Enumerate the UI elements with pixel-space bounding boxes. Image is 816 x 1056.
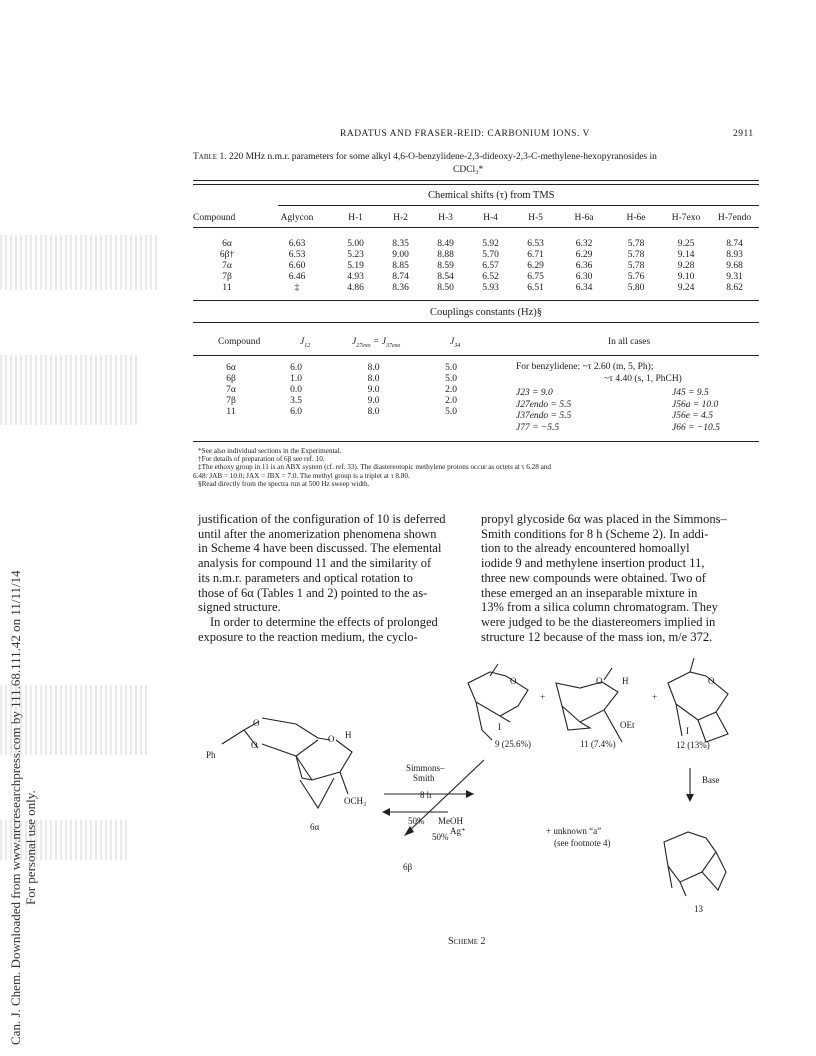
- table-cell: 6.46: [288, 271, 306, 282]
- table-cell: 1.0: [290, 373, 302, 384]
- body-line: structure 12 because of the mass ion, m/e 372.: [481, 629, 713, 644]
- table-cell: 5.0: [445, 362, 457, 373]
- table-cell: 6.29: [527, 260, 544, 271]
- table-caption-cont: CDCl₃*: [453, 165, 484, 175]
- running-title: RADATUS AND FRASER-REID: CARBONIUM IONS. V: [340, 129, 590, 139]
- label-base: Base: [702, 775, 720, 785]
- footnote: *See also individual sections in the Experimental.: [198, 447, 342, 455]
- table-cell: 9.31: [726, 271, 743, 282]
- body-line: analysis for compound 11 and the similarity of: [198, 556, 432, 571]
- body-line: iodide 9 and methylene insertion product 11,: [481, 556, 705, 571]
- footnote: ‡The ethoxy group in 11 is an ABX system (cf. ref. 33). The diastereotopic methylene protons occur as octets at τ 6.28 and: [198, 463, 551, 472]
- table-cell: 0.0: [290, 384, 302, 395]
- coupling-header: $J_{34}$: [450, 337, 461, 349]
- label-time: 8 h: [420, 790, 432, 800]
- table-cell: 6.75: [527, 271, 544, 282]
- table-cell: 6α: [222, 238, 232, 249]
- header-cell: H-1: [348, 213, 363, 223]
- label-och3: OCH₃: [344, 796, 367, 806]
- coupling-constant: J37endo = 5.5: [516, 411, 572, 421]
- label-o: O: [708, 676, 715, 686]
- arrowhead: [686, 794, 694, 802]
- body-line: in Scheme 4 have been discussed. The elemental: [198, 541, 442, 556]
- coupling-constant: J23 = 9.0: [516, 388, 553, 398]
- download-notice-line1: Can. J. Chem. Downloaded from www.nrcresearchpress.com by 111.68.111.42 on 11/11/14: [8, 570, 23, 1045]
- label-footnote4: (see footnote 4): [554, 838, 611, 848]
- table-cell: 6β: [226, 373, 236, 384]
- label-compound-13: 13: [694, 904, 703, 914]
- body-line: justification of the configuration of 10 is deferred: [198, 512, 446, 526]
- label-o: O: [253, 718, 260, 728]
- header-cell: H-6e: [626, 213, 646, 223]
- header-cell: H-2: [393, 213, 408, 223]
- table-cell: 5.23: [347, 249, 364, 260]
- table-cell: 8.0: [367, 362, 380, 373]
- footnote: †For details of preparation of 6β see ref. 10.: [198, 455, 325, 464]
- label-ag: Ag⁺: [450, 826, 466, 836]
- label-h: H: [622, 676, 629, 686]
- label-compound-6a: 6α: [310, 822, 320, 832]
- table-cell: 7α: [222, 260, 232, 271]
- arrowhead: [382, 808, 390, 816]
- label-o: O: [328, 734, 335, 744]
- table-cell: 4.86: [347, 282, 364, 293]
- header-cell: Aglycon: [280, 213, 314, 223]
- scheme-title: Scheme 2: [448, 936, 486, 947]
- table-cell: 8.49: [437, 238, 454, 249]
- table-caption-text: 220 MHz n.m.r. parameters for some alkyl 4,6-O-benzylidene-2,3-dideoxy-2,3-C-methylene-hexopyranosides in: [228, 152, 657, 162]
- arrowhead: [466, 790, 474, 798]
- header-cell: H-4: [483, 213, 498, 223]
- table-cell: 5.78: [627, 249, 645, 260]
- table-cell: 8.0: [367, 406, 380, 417]
- body-line: In order to determine the effects of prolonged: [210, 614, 438, 629]
- body-line: three new compounds were obtained. Two of: [481, 570, 706, 585]
- body-line: propyl glycoside 6α was placed in the Simmons–: [481, 512, 727, 526]
- table-cell: 9.0: [367, 395, 380, 406]
- header-cell: Compound: [193, 213, 236, 223]
- table-cell: 8.62: [726, 282, 743, 293]
- page-number: 2911: [733, 129, 754, 139]
- table-cell: 8.85: [392, 260, 409, 271]
- table-cell: 5.00: [347, 238, 364, 249]
- footnote: §Read directly from the spectra run at 500 Hz sweep width.: [198, 479, 370, 488]
- label-oet: OEt: [620, 720, 635, 730]
- table-cell: 5.93: [482, 282, 499, 293]
- structure-12: [668, 658, 728, 742]
- table-cell: 6.34: [575, 282, 593, 293]
- table-cell: 8.88: [437, 249, 454, 260]
- header-cell: H-5: [528, 213, 543, 223]
- coupling-header: $J_{12}$: [300, 337, 311, 349]
- table-cell: 9.24: [677, 282, 695, 293]
- table-cell: 6.29: [575, 249, 593, 260]
- label-o: O: [251, 740, 258, 750]
- body-line: until after the anomerization phenomena shown: [198, 526, 437, 541]
- table-cell: 6.53: [527, 238, 544, 249]
- table-cell: 4.93: [347, 271, 364, 282]
- table-cell: 7α: [226, 384, 236, 395]
- table-cell: 6.51: [527, 282, 544, 293]
- table-cell: 6.60: [288, 260, 306, 271]
- table-cell: 9.00: [392, 249, 409, 260]
- structure-11: [556, 668, 622, 742]
- table-cell: 6.71: [527, 249, 544, 260]
- label-h: H: [345, 730, 352, 740]
- label-50pct: 50%: [408, 816, 425, 826]
- coupling-constant: J45 = 9.5: [672, 388, 709, 398]
- body-line: tion to the already encountered homoallyl: [481, 541, 690, 556]
- coupling-constant: J77 = −5.5: [516, 422, 560, 433]
- label-plus: +: [540, 692, 546, 702]
- table-cell: 3.5: [290, 395, 302, 406]
- body-line: signed structure.: [198, 600, 281, 615]
- table-cell: 8.59: [437, 260, 454, 271]
- table-cell: 6.52: [482, 271, 499, 282]
- shifts-title: Chemical shifts (τ) from TMS: [428, 190, 555, 201]
- table-cell: 5.80: [627, 282, 645, 293]
- table-cell: 5.92: [482, 238, 499, 249]
- table-cell: 6α: [226, 362, 236, 373]
- table-cell: 11: [222, 282, 232, 293]
- footnote: 6.48: JAB = 10.0; JAX = JBX = 7.0. The methyl group is a triplet at τ 8.80.: [193, 471, 410, 480]
- table-cell: 6.63: [288, 238, 306, 249]
- table-cell: 7β: [222, 271, 232, 282]
- table-cell: 6β†: [219, 249, 235, 260]
- download-notice-line2: For personal use only.: [23, 790, 38, 905]
- table-cell: 5.78: [627, 238, 645, 249]
- label-compound-11: 11 (7.4%): [580, 739, 616, 749]
- table-cell: 9.0: [367, 384, 380, 395]
- table-label: Table 1.: [193, 152, 227, 162]
- table-cell: 5.70: [482, 249, 499, 260]
- all-cases-benzylidene: For benzylidene: ~τ 2.60 (m, 5, Ph);: [516, 362, 654, 372]
- label-meoh: MeOH: [438, 816, 463, 826]
- table-cell: 5.0: [445, 373, 457, 384]
- table-cell: 6.57: [482, 260, 499, 271]
- label-ph: Ph: [206, 750, 216, 760]
- label-iodine: I: [498, 722, 501, 732]
- body-line: its n.m.r. parameters and optical rotation to: [198, 570, 413, 585]
- table-cell: 11: [226, 406, 236, 417]
- table-cell: 8.74: [726, 238, 743, 249]
- couplings-title: Couplings constants (Hz)§: [430, 307, 542, 318]
- body-line: those of 6α (Tables 1 and 2) pointed to the as-: [198, 585, 428, 600]
- label-compound-9: 9 (25.6%): [495, 739, 531, 749]
- label-plus: +: [652, 692, 658, 702]
- table-cell: 9.25: [677, 238, 695, 249]
- label-compound-6b: 6β: [403, 862, 413, 872]
- table-cell: 9.68: [726, 260, 743, 271]
- coupling-constant: J27endo = 5.5: [516, 399, 572, 410]
- structure-6a: [222, 718, 352, 808]
- table-cell: 8.50: [437, 282, 454, 293]
- table-cell: 8.0: [367, 373, 380, 384]
- table-cell: 9.28: [677, 260, 695, 271]
- table-cell: 6.0: [290, 406, 302, 417]
- label-50pct: 50%: [432, 832, 449, 842]
- all-cases-benzylidene-2: ~τ 4.40 (s, 1, PhCH): [604, 374, 682, 384]
- table-cell: 5.19: [347, 260, 364, 271]
- coupling-constant: J56e = 4.5: [672, 411, 713, 421]
- table-cell: 6.30: [575, 271, 593, 282]
- table-cell: 6.53: [288, 249, 306, 260]
- header-cell: H-3: [438, 213, 453, 223]
- table-cell: 8.74: [392, 271, 409, 282]
- coupling-header: Compound: [218, 337, 261, 347]
- label-compound-12: 12 (13%): [676, 740, 710, 750]
- coupling-constant: J56a = 10.0: [672, 399, 719, 410]
- table-cell: 5.0: [445, 406, 457, 417]
- body-line: Smith conditions for 8 h (Scheme 2). In addi-: [481, 526, 709, 541]
- table-cell: 5.76: [627, 271, 645, 282]
- coupling-header: $J_{27exo} = J_{37exo}$: [352, 337, 401, 349]
- table-cell: 8.36: [392, 282, 409, 293]
- body-line: 13% from a silica column chromatogram. They: [481, 600, 718, 615]
- table-cell: ‡: [294, 282, 300, 293]
- table-cell: 2.0: [445, 384, 457, 395]
- label-simmons: Simmons–: [406, 763, 445, 773]
- label-o: O: [510, 676, 517, 686]
- table-cell: 2.0: [445, 395, 457, 406]
- table-cell: 8.35: [392, 238, 409, 249]
- table-cell: 6.36: [575, 260, 593, 271]
- table-cell: 9.10: [677, 271, 695, 282]
- label-smith: Smith: [413, 773, 435, 783]
- label-o: O: [596, 676, 603, 686]
- table-cell: 8.93: [726, 249, 743, 260]
- label-unknown: + unknown “a”: [546, 826, 602, 836]
- table-cell: 7β: [226, 395, 236, 406]
- table-cell: 9.14: [677, 249, 695, 260]
- body-line: exposure to the reaction medium, the cyclo-: [198, 629, 418, 644]
- table-cell: 6.0: [290, 362, 302, 373]
- table-cell: 8.54: [437, 271, 454, 282]
- table-cell: 5.78: [627, 260, 645, 271]
- header-cell: H-7endo: [717, 213, 752, 223]
- table-cell: 6.32: [575, 238, 593, 249]
- coupling-constant: J66 = −10.5: [672, 422, 720, 433]
- label-iodine: I: [686, 726, 689, 736]
- header-cell: H-7exo: [671, 213, 701, 223]
- header-cell: H-6a: [574, 213, 594, 223]
- body-line: were judged to be the diastereomers implied in: [481, 614, 716, 629]
- structure-13: [664, 832, 726, 896]
- coupling-header: In all cases: [608, 337, 651, 347]
- body-line: these emerged an an inseparable mixture in: [481, 585, 698, 600]
